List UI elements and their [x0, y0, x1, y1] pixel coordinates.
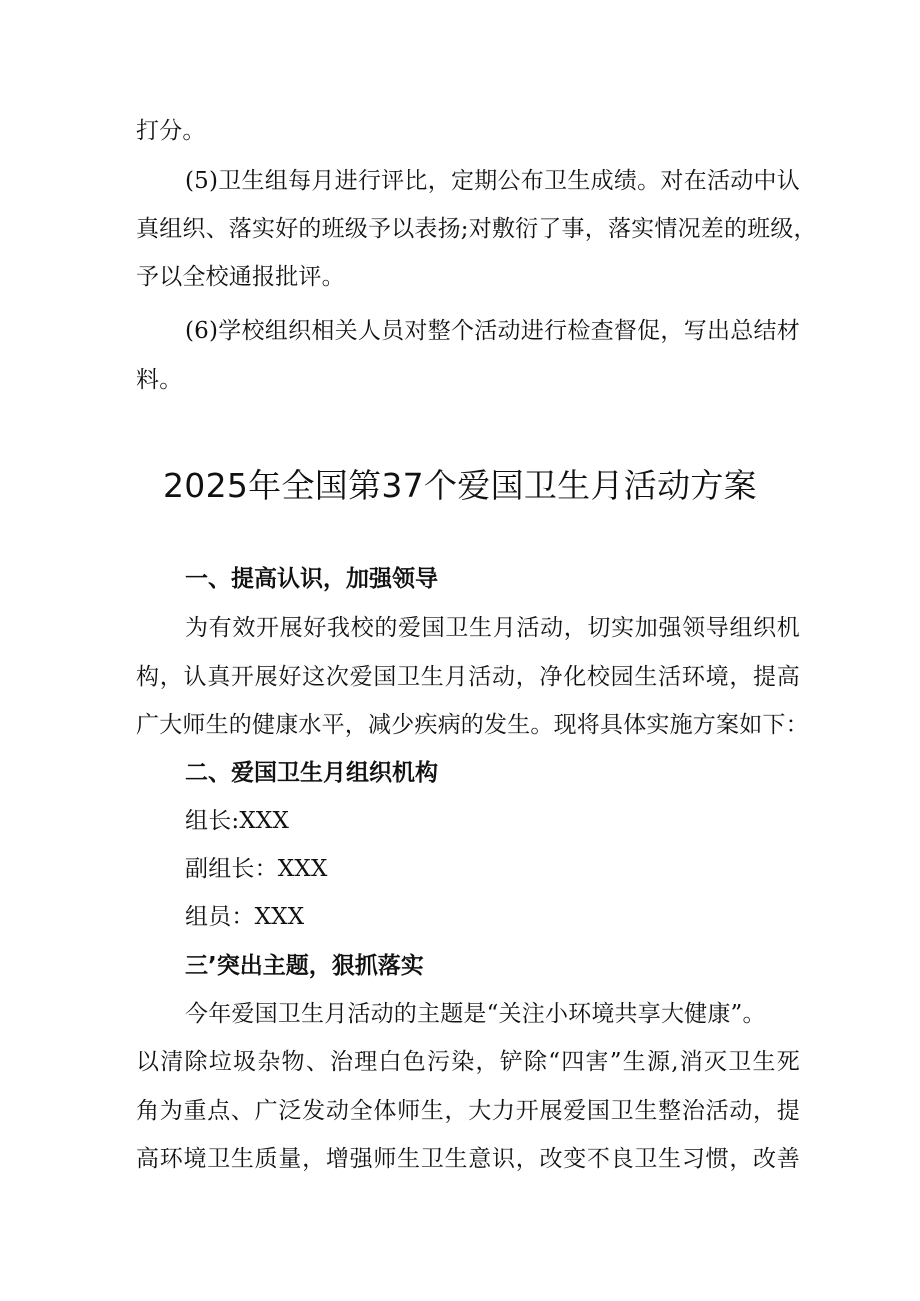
- text-line: (6)学校组织相关人员对整个活动进行检查督促，写出总结材: [185, 318, 800, 344]
- text-line: 予以全校通报批评。: [136, 264, 345, 290]
- document-title: 2025年全国第37个爱国卫生月活动方案: [163, 466, 757, 505]
- section-heading: 三’突出主题，狠抓落实: [185, 953, 424, 979]
- text-line: 高环境卫生质量，增强师生卫生意识，改变不良卫生习惯，改善: [136, 1146, 800, 1172]
- text-line: 真组织、落实好的班级予以表扬;对敷衍了事，落实情况差的班级，: [136, 216, 817, 242]
- text-line: 组员：XXX: [185, 904, 305, 930]
- text-line: 广大师生的健康水平，减少疾病的发生。现将具体实施方案如下：: [136, 712, 809, 738]
- text-line: 副组长：XXX: [185, 856, 328, 882]
- text-line: 今年爱国卫生月活动的主题是“关注小环境共享大健康”。: [185, 1001, 766, 1027]
- text-line: 组长:XXX: [185, 808, 290, 834]
- text-line: 构，认真开展好这次爱国卫生月活动，净化校园生活环境，提高: [136, 664, 800, 690]
- text-line: 以清除垃圾杂物、治理白色污染，铲除“四害”生源,消灭卫生死: [136, 1049, 800, 1075]
- text-line: 角为重点、广泛发动全体师生，大力开展爱国卫生整治活动，提: [136, 1098, 800, 1124]
- text-line: 料。: [136, 367, 183, 393]
- section-heading: 一、提高认识，加强领导: [185, 566, 438, 592]
- text-line: (5)卫生组每月进行评比，定期公布卫生成绩。对在活动中认: [185, 168, 800, 194]
- text-line: 为有效开展好我校的爱国卫生月活动，切实加强领导组织机: [185, 615, 800, 641]
- section-heading: 二、爱国卫生月组织机构: [185, 760, 438, 786]
- text-line: 打分。: [136, 118, 206, 144]
